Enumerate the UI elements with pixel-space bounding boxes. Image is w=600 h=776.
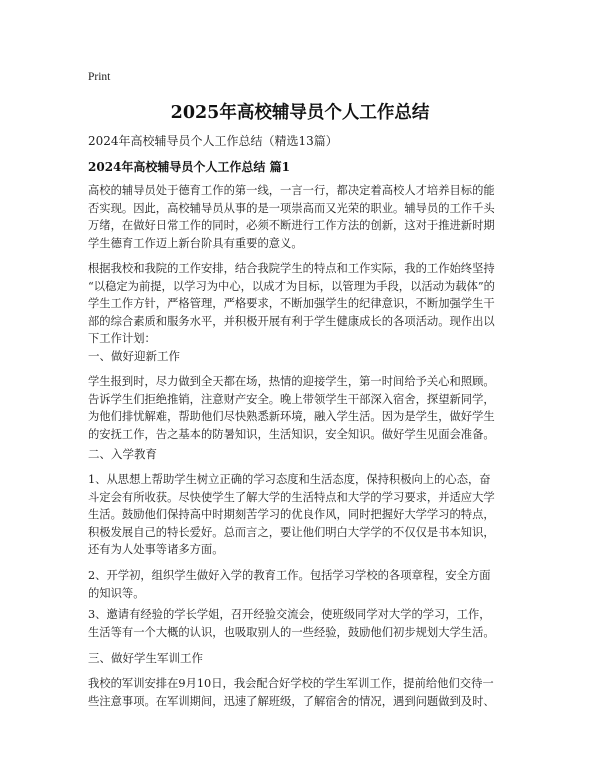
paragraph-line: 根据我校和我院的工作安排，结合我院学生的特点和工作实际，我的工作始终坚持 [88,262,495,275]
paragraph-line: 生活等有一个大概的认识，也吸取别人的一些经验，鼓励他们初步规划大学生活。 [88,625,495,639]
heading-enrollment: 二、入学教育 [88,447,157,461]
paragraph-line: 些注意事项。在军训期间，迅速了解班级，了解宿舍的情况，遇到问题做到及时、 [88,694,495,708]
paragraph-line: 学生报到时，尽力做到全天都在场，热情的迎接学生，第一时间给予关心和照顾。 [88,375,495,388]
paragraph-line: 2、开学初，组织学生做好入学的教育工作。包括学习学校的各项章程，安全方面 [88,569,491,582]
paragraph-line: 下工作计划： [88,332,156,345]
heading-welcome: 一、做好迎新工作 [88,349,180,363]
section-heading: 2024年高校辅导员个人工作总结 篇1 [88,160,290,174]
paragraph-line: 积极发展自己的特长爱好。总而言之，要让他们明白大学学的不仅仅是书本知识， [88,525,495,539]
paragraph-line: 部的综合素质和服务水平，并积极开展有利于学生健康成长的各项活动。现作出以 [88,314,495,328]
paragraph-3 [88,373,518,443]
paragraph-4 [88,471,518,559]
paragraph-line: 1、从思想上帮助学生树立正确的学习态度和生活态度，保持积极向上的心态，奋 [88,473,491,486]
paragraph-line: 生活。鼓励他们保持高中时期刻苦学习的优良作风，同时把握好大学学习的特点， [88,508,495,521]
paragraph-line: 学生工作方针，严格管理，严格要求，不断加强学生的纪律意识，不断加强学生干 [88,297,495,310]
paragraph-line: 还有为人处事等诸多方面。 [88,543,224,556]
paragraph-line: “以稳定为前提，以学习为中心，以成才为目标，以管理为手段，以活动为载体”的 [88,279,495,293]
paragraph-line: 学生德育工作迈上新台阶具有重要的意义。 [88,236,303,250]
paragraph-1 [88,182,518,252]
paragraph-line: 否实现。因此，高校辅导员从事的是一项崇高而又光荣的职业。辅导员的工作千头 [88,201,495,215]
paragraph-line: 万绪，在做好日常工作的同时，必须不断进行工作方法的创新，这对于推进新时期 [88,219,495,232]
paragraph-line: 的知识等。 [88,586,145,600]
paragraph-6 [88,606,518,641]
paragraph-7 [88,675,518,710]
paragraph-line: 的安抚工作，告之基本的防暑知识，生活知识，安全知识。做好学生见面会准备。 [88,427,495,441]
document-subtitle: 2024年高校辅导员个人工作总结（精选13篇） [88,134,338,148]
paragraph-5 [88,567,518,602]
paragraph-line: 告诉学生们拒绝推销，注意财产安全。晚上带领学生干部深入宿舍，探望新同学， [88,392,495,406]
heading-military-training: 三、做好学生军训工作 [88,651,203,665]
page-title: 2025年高校辅导员个人工作总结 [170,103,430,123]
paragraph-line: 斗定会有所收获。尽快使学生了解大学的生活特点和大学的学习要求，并适应大学 [88,490,495,504]
paragraph-line: 我校的军训安排在9月10日，我会配合好学校的学生军训工作，提前给他们交待一 [88,677,494,690]
paragraph-line: 3、邀请有经验的学长学姐，召开经验交流会，使班级同学对大学的学习，工作， [88,608,491,621]
print-label[interactable]: Print [88,71,111,83]
paragraph-line: 高校的辅导员处于德育工作的第一线，一言一行，都决定着高校人才培养目标的能 [88,184,495,197]
paragraph-line: 为他们排忧解难，帮助他们尽快熟悉新环境，融入学生活。因为是学生，做好学生 [88,410,495,423]
paragraph-2 [88,260,518,348]
